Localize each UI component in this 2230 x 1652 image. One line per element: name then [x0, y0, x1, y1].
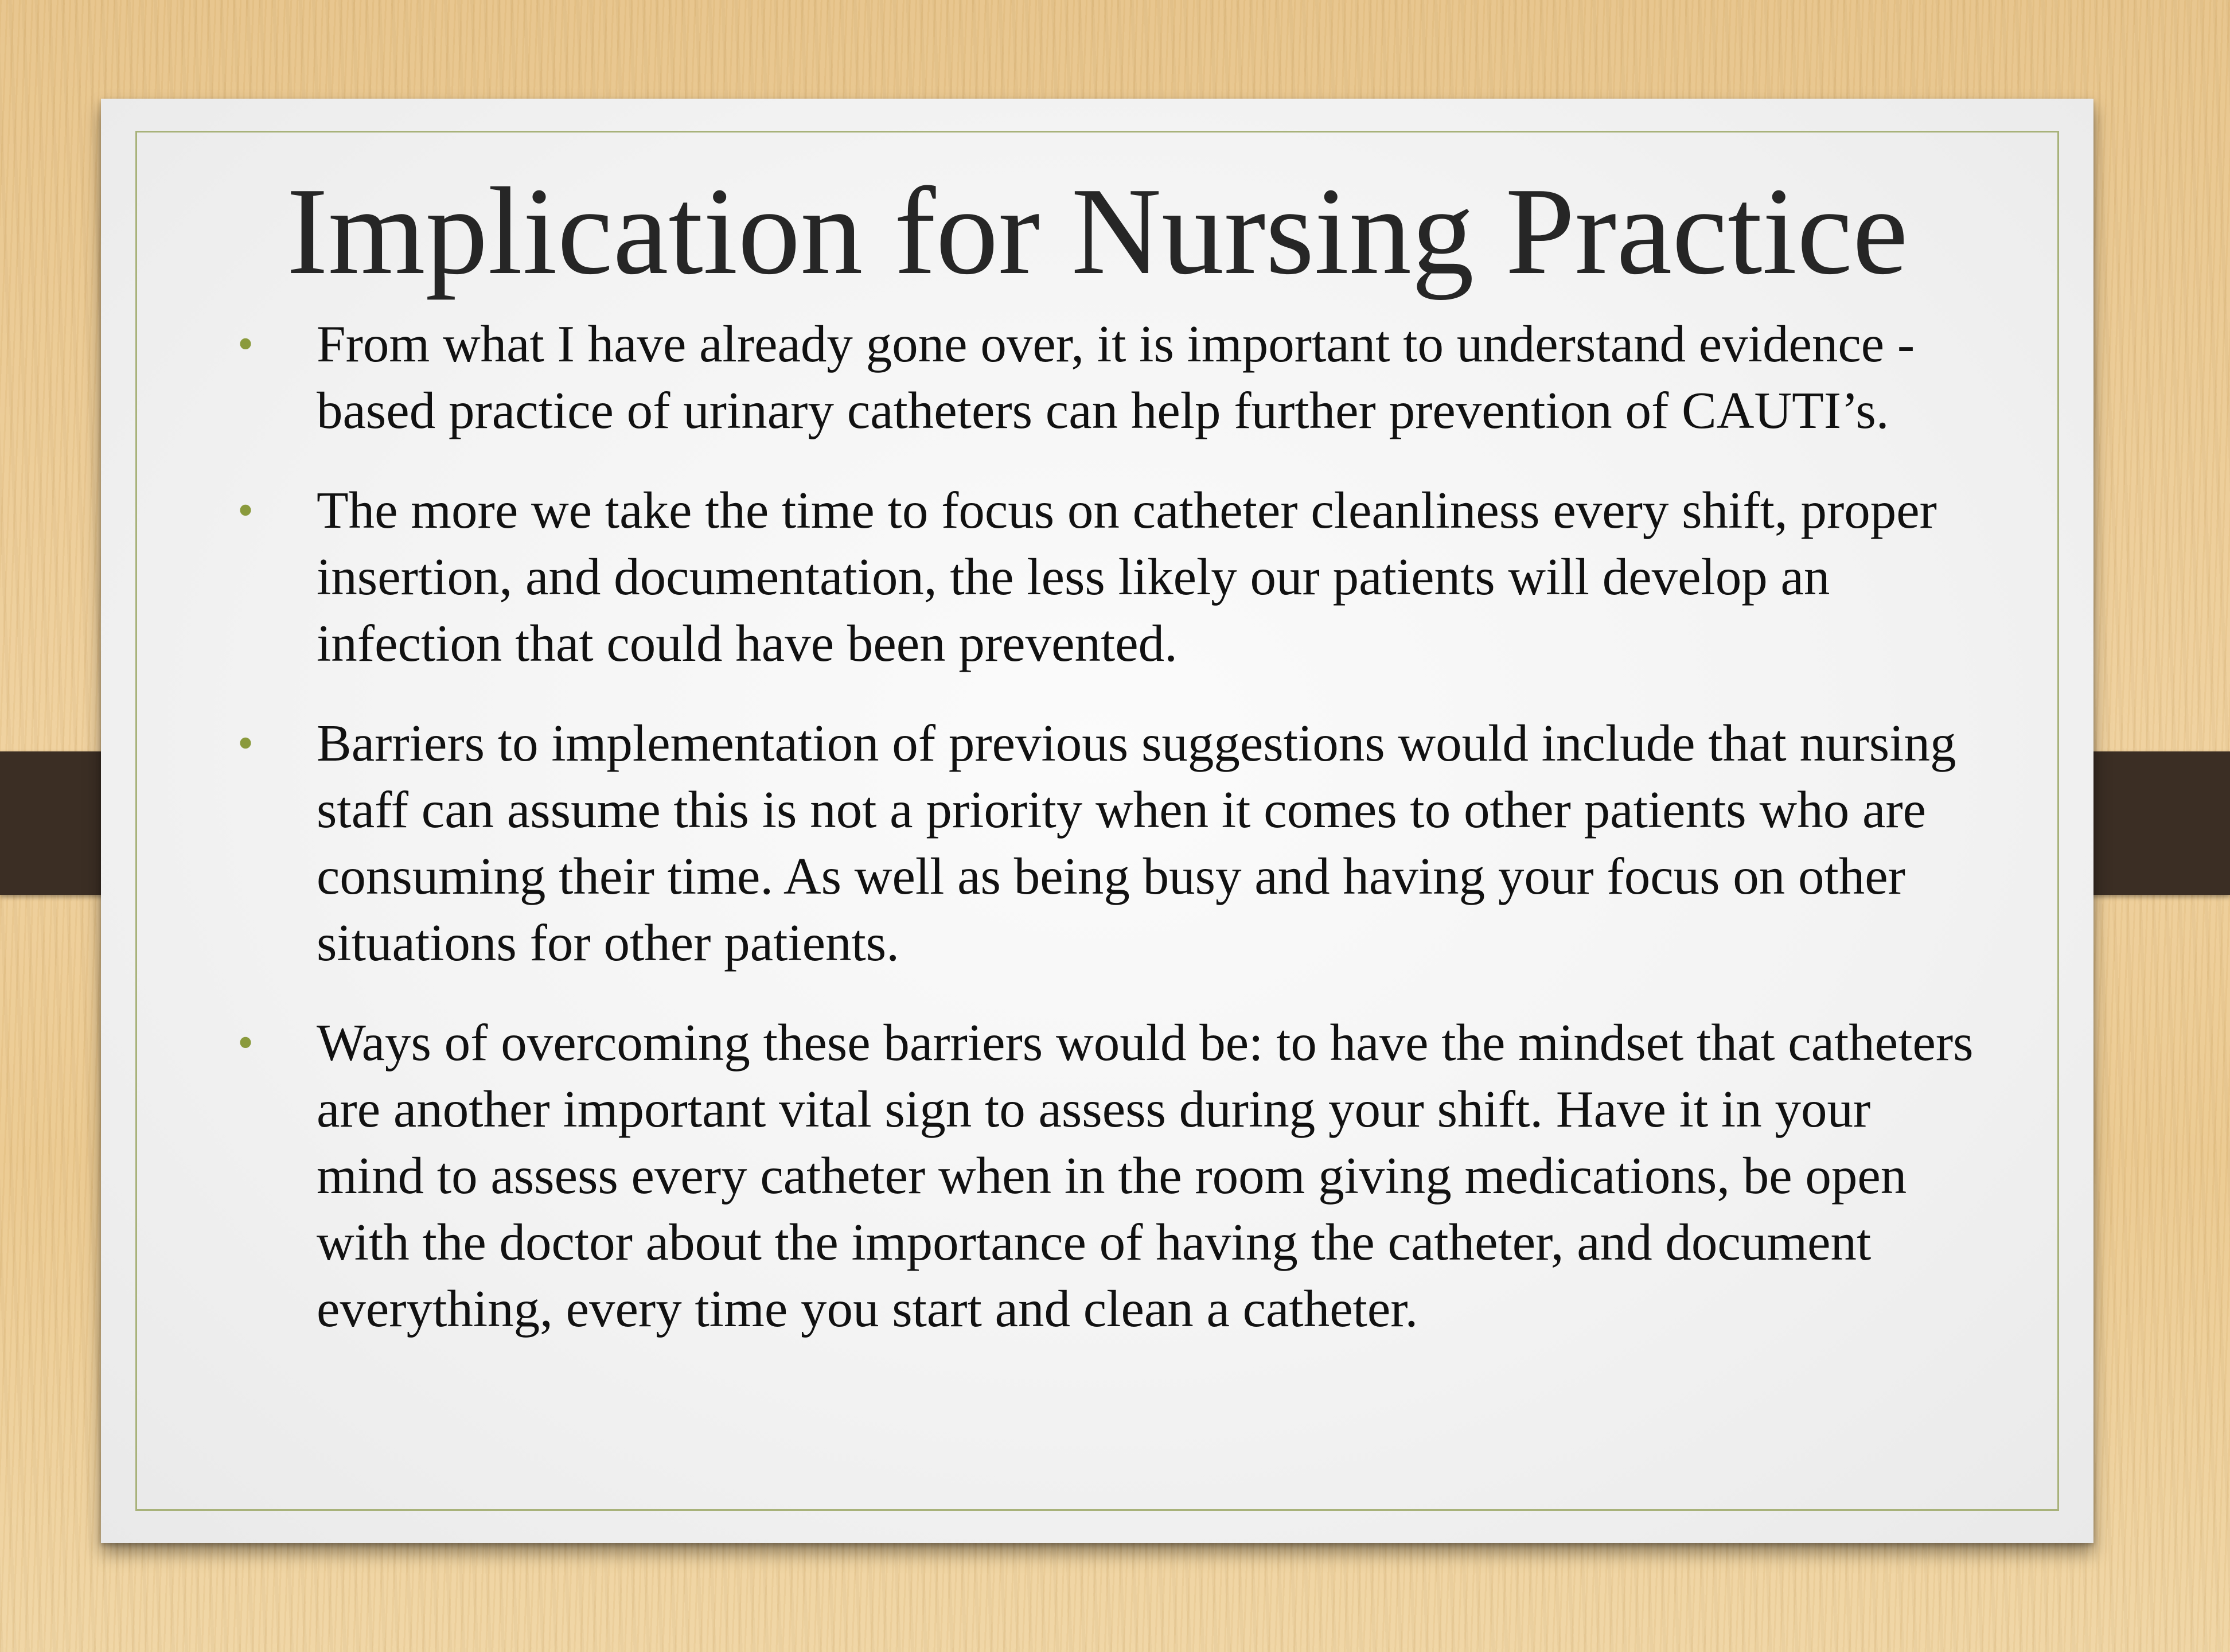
slide-title: Implication for Nursing Practice — [286, 162, 1908, 301]
bullet-text: Barriers to implementation of previous suggestions would include that nursing staff can assume this is not a priority when it comes to other patients who are consuming their time. As well as being busy and having your focus on other situations for other patients. — [317, 714, 1956, 972]
bullet-text: From what I have already gone over, it is important to understand evidence -based practice of urinary catheters can help further prevention of CAUTI’s. — [317, 315, 1915, 439]
bullet-text: The more we take the time to focus on catheter cleanliness every shift, proper insertion, and documentation, the less likely our patients will develop an infection that could have been prevented. — [317, 481, 1937, 672]
bullet-text: Ways of overcoming these barriers would be: to have the mindset that catheters are another important vital sign to assess during your shift. Have it in your mind to assess every catheter when in the room giving medications, be open with the doctor about the importance of having the catheter, and document everything, every time you start and clean a catheter. — [317, 1014, 1974, 1338]
bullet-dot-icon: • — [237, 319, 254, 369]
bullet-dot-icon: • — [237, 485, 254, 536]
bullet-list — [237, 311, 1980, 1376]
bullet-item — [237, 710, 1980, 976]
bullet-dot-icon: • — [237, 1018, 254, 1068]
bullet-item — [237, 311, 1980, 444]
bullet-dot-icon: • — [237, 718, 254, 769]
bullet-item — [237, 1010, 1980, 1342]
slide-card — [101, 99, 2093, 1543]
bullet-item — [237, 477, 1980, 677]
